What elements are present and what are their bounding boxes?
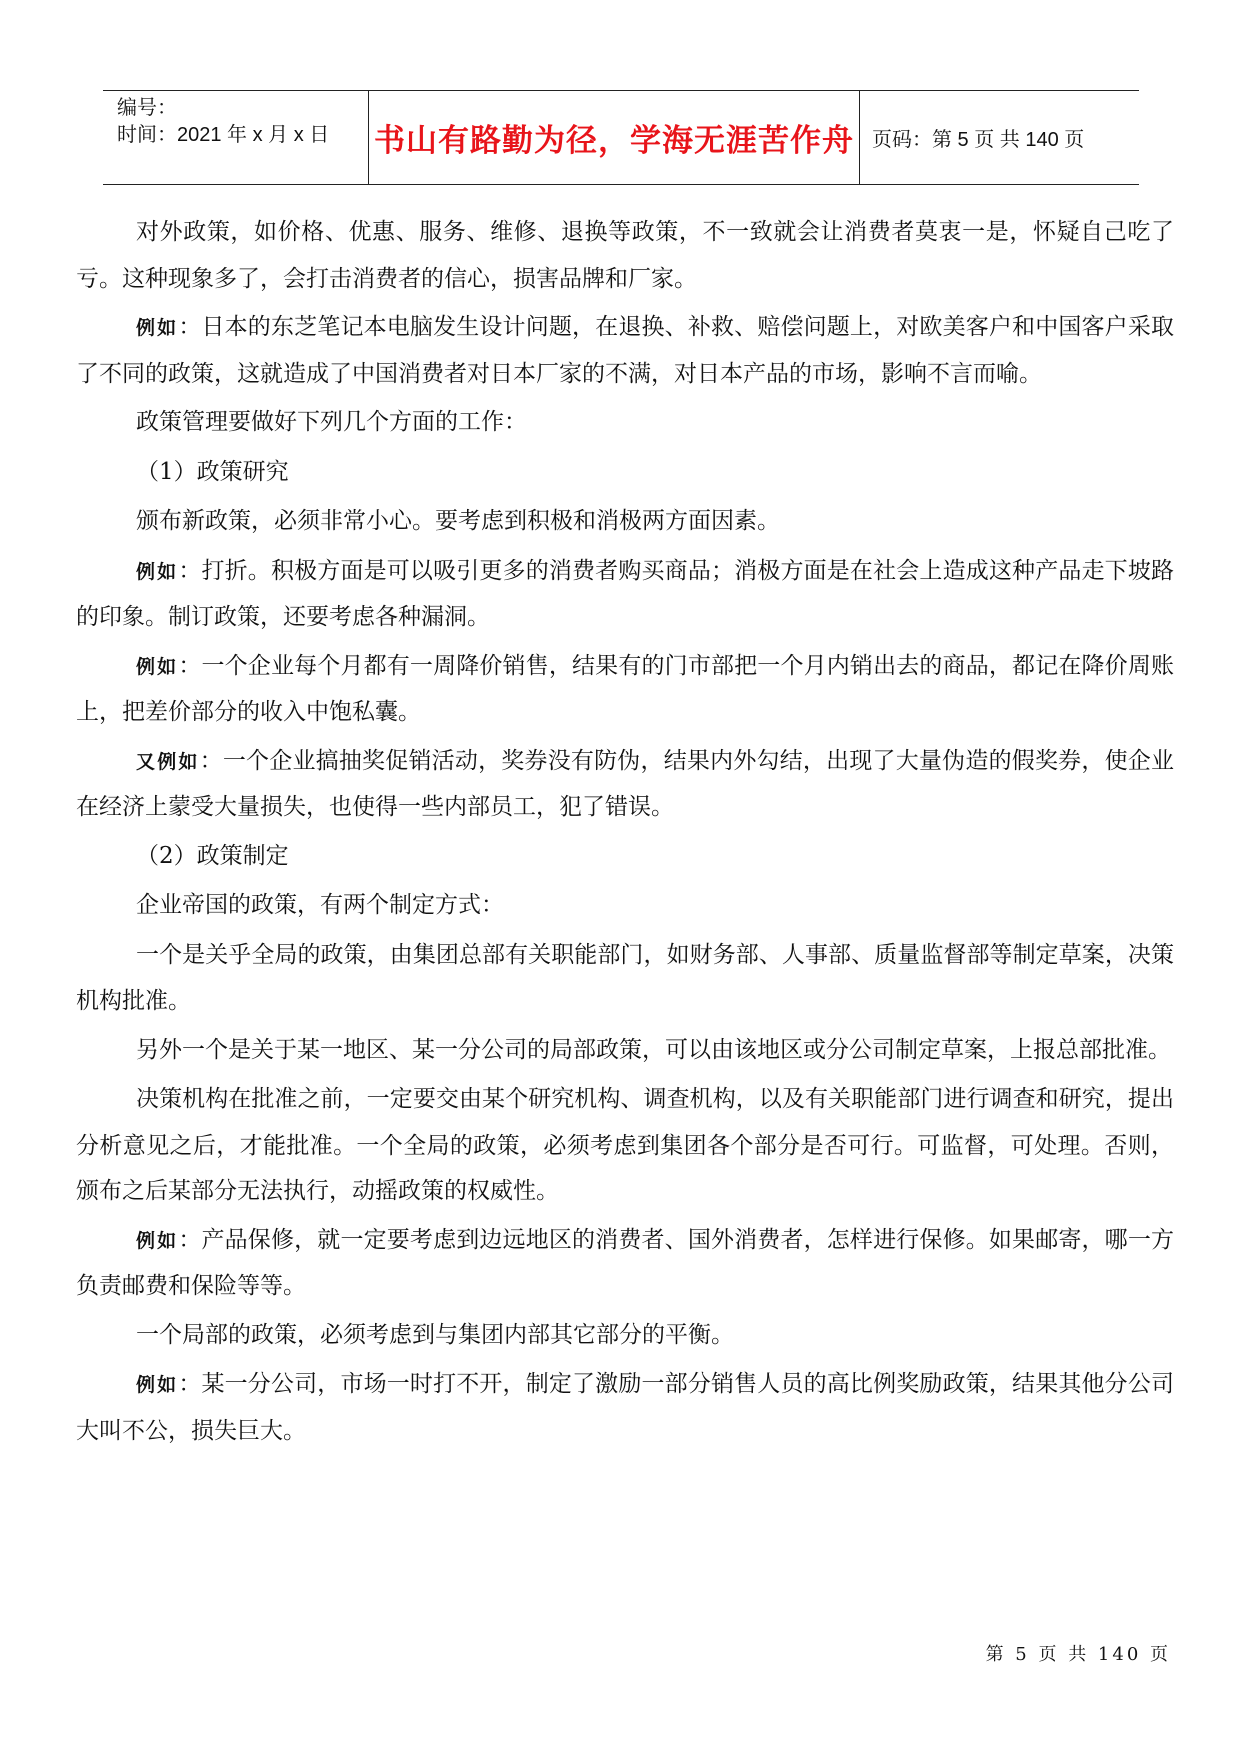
page-header <box>103 90 1139 185</box>
paragraph-text: ：某一分公司，市场一时打不开，制定了激励一部分销售人员的高比例奖励政策，结果其他分公司大叫不公，损失巨大。 <box>76 1371 1174 1444</box>
paragraph-text: 政策管理要做好下列几个方面的工作： <box>136 409 527 435</box>
paragraph <box>76 1362 1174 1454</box>
motto-text: 书山有路勤为径，学海无涯苦作舟 <box>374 123 854 159</box>
paragraph <box>76 549 1174 641</box>
paragraph-text: ：日本的东芝笔记本电脑发生设计问题，在退换、补救、赔偿问题上，对欧美客户和中国客户采取了不同的政策，这就造成了中国消费者对日本厂家的不满，对日本产品的市场，影响不言而喻。 <box>76 314 1174 387</box>
example-prefix: 例如 <box>136 1374 179 1396</box>
paragraph-text: 颁布新政策，必须非常小心。要考虑到积极和消极两方面因素。 <box>136 508 780 534</box>
paragraph <box>76 1028 1174 1075</box>
time-label: 时间：2021 年 x 月 x 日 <box>117 124 330 146</box>
paragraph <box>76 883 1174 930</box>
paragraph-text: ：产品保修，就一定要考虑到边远地区的消费者、国外消费者，怎样进行保修。如果邮寄，哪一方负责邮费和保险等等。 <box>76 1226 1174 1299</box>
example-prefix: 例如 <box>136 655 179 678</box>
paragraph <box>76 1313 1174 1360</box>
paragraph-text: 一个是关乎全局的政策，由集团总部有关职能部门，如财务部、人事部、质量监督部等制定草案，决策机构批准。 <box>76 941 1174 1014</box>
paragraph-text: 一个局部的政策，必须考虑到与集团内部其它部分的平衡。 <box>136 1321 734 1348</box>
motto-cell <box>368 91 860 184</box>
paragraph <box>76 499 1174 546</box>
example-prefix: 又例如 <box>136 750 200 773</box>
section-heading <box>76 834 1174 881</box>
paragraph-text: ：一个企业搞抽奖促销活动，奖券没有防伪，结果内外勾结，出现了大量伪造的假奖券，使企业在经济上蒙受大量损失，也使得一些内部员工，犯了错误。 <box>76 747 1174 820</box>
paragraph-text: ：一个企业每个月都有一周降价销售，结果有的门市部把一个月内销出去的商品，都记在降价周账上，把差价部分的收入中饱私囊。 <box>76 652 1174 725</box>
example-prefix: 例如 <box>136 560 179 583</box>
page-footer <box>986 1640 1171 1666</box>
example-prefix: 例如 <box>136 317 179 339</box>
header-left-cell <box>103 91 368 184</box>
paragraph-text: ：打折。积极方面是可以吸引更多的消费者购买商品；消极方面是在社会上造成这种产品走下坡路的印象。制订政策，还要考虑各种漏洞。 <box>76 557 1174 630</box>
paragraph <box>76 933 1174 1025</box>
paragraph-text: 企业帝国的政策，有两个制定方式： <box>136 892 504 918</box>
document-body <box>76 210 1174 1457</box>
paragraph <box>76 1218 1174 1310</box>
paragraph <box>76 400 1174 447</box>
paragraph-text: 对外政策，如价格、优惠、服务、维修、退换等政策，不一致就会让消费者莫衷一是，怀疑自己吃了亏。这种现象多了，会打击消费者的信心，损害品牌和厂家。 <box>76 219 1174 292</box>
paragraph-text: （1）政策研究 <box>136 458 289 485</box>
example-prefix: 例如 <box>136 1229 179 1252</box>
footer-page-number: 第 5 页 共 140 页 <box>985 1644 1171 1665</box>
paragraph-text: 决策机构在批准之前，一定要交由某个研究机构、调查机构，以及有关职能部门进行调查和研究，提出分析意见之后，才能批准。一个全局的政策，必须考虑到集团各个部分是否可行。可监督，可处理。否则，颁布之后某部分无法执行，动摇政策的权威性。 <box>76 1086 1174 1204</box>
paragraph <box>76 210 1174 302</box>
paragraph <box>76 739 1174 831</box>
page-number-cell <box>860 91 1139 184</box>
paragraph <box>76 305 1174 397</box>
paragraph <box>76 644 1174 736</box>
section-heading <box>76 450 1174 497</box>
page-number-label: 页码：第 5 页 共 140 页 <box>872 129 1085 151</box>
paragraph-text: （2）政策制定 <box>136 842 289 869</box>
paragraph-text: 另外一个是关于某一地区、某一分公司的局部政策，可以由该地区或分公司制定草案，上报总部批准。 <box>136 1036 1171 1063</box>
paragraph <box>76 1077 1174 1215</box>
number-label: 编号： <box>117 97 177 119</box>
